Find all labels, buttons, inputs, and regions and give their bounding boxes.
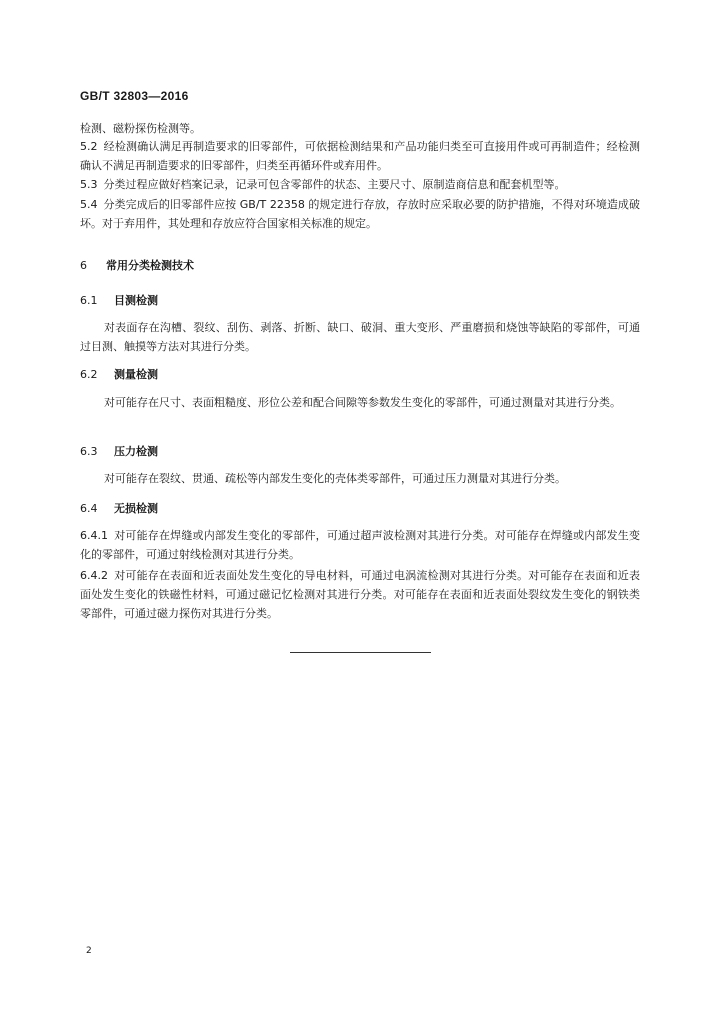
clause-number: 5.3 (80, 178, 98, 191)
section-title: 常用分类检测技术 (106, 259, 194, 272)
section-heading-6 (80, 257, 194, 273)
clause-6-4-2 (80, 566, 640, 623)
clause-text: 分类过程应做好档案记录，记录可包含零部件的状态、主要尺寸、原制造商信息和配套机型等。 (103, 178, 566, 191)
paragraph-6-2 (80, 393, 640, 412)
subsection-number: 6.3 (80, 445, 98, 458)
subsection-title: 测量检测 (114, 368, 158, 381)
subsection-title: 无损检测 (114, 502, 158, 515)
subsection-heading-6-1 (80, 292, 158, 308)
page-number: 2 (86, 946, 92, 956)
clause-6-4-1 (80, 526, 640, 564)
paragraph-6-1 (80, 318, 640, 356)
standard-code-header: GB/T 32803—2016 (80, 89, 189, 103)
subsection-number: 6.1 (80, 294, 98, 307)
clause-5-2 (80, 137, 640, 175)
clause-number: 6.4.1 (80, 529, 108, 542)
clause-5-3 (80, 175, 640, 194)
section-number: 6 (80, 259, 87, 272)
clause-number: 6.4.2 (80, 569, 108, 582)
paragraph-6-3 (80, 469, 640, 488)
paragraph-text: 对可能存在尺寸、表面粗糙度、形位公差和配合间隙等参数发生变化的零部件，可通过测量对其进行分类。 (104, 396, 621, 409)
clause-text: 经检测确认满足再制造要求的旧零部件，可依据检测结果和产品功能归类至可直接用件或可再制造件；经检测确认不满足再制造要求的旧零部件，归类至再循环件或弃用件。 (80, 140, 640, 172)
clause-text: 分类完成后的旧零部件应按 GB/T 22358 的规定进行存放，存放时应采取必要的防护措施，不得对环境造成破坏。对于弃用件，其处理和存放应符合国家相关标准的规定。 (80, 198, 640, 230)
subsection-heading-6-4 (80, 500, 158, 516)
clause-text: 对可能存在表面和近表面处发生变化的导电材料，可通过电涡流检测对其进行分类。对可能存在表面和近表面处发生变化的铁磁性材料，可通过磁记忆检测对其进行分类。对可能存在表面和近表面处裂纹发生变化的钢铁类零部件，可通过磁力探伤对其进行分类。 (80, 569, 640, 620)
paragraph-text: 检测、磁粉探伤检测等。 (80, 122, 201, 135)
end-divider (290, 652, 431, 653)
paragraph-text: 对表面存在沟槽、裂纹、刮伤、剥落、折断、缺口、破洞、重大变形、严重磨损和烧蚀等缺陷的零部件，可通过目测、触摸等方法对其进行分类。 (80, 321, 640, 353)
clause-text: 对可能存在焊缝或内部发生变化的零部件，可通过超声波检测对其进行分类。对可能存在焊缝或内部发生变化的零部件，可通过射线检测对其进行分类。 (80, 529, 640, 561)
subsection-title: 目测检测 (114, 294, 158, 307)
clause-number: 5.2 (80, 140, 98, 153)
subsection-heading-6-2 (80, 366, 158, 382)
paragraph-continuation (80, 119, 640, 138)
subsection-number: 6.2 (80, 368, 98, 381)
subsection-title: 压力检测 (114, 445, 158, 458)
clause-number: 5.4 (80, 198, 98, 211)
paragraph-text: 对可能存在裂纹、贯通、疏松等内部发生变化的壳体类零部件，可通过压力测量对其进行分类。 (104, 472, 566, 485)
subsection-number: 6.4 (80, 502, 98, 515)
clause-5-4 (80, 195, 640, 233)
subsection-heading-6-3 (80, 443, 158, 459)
